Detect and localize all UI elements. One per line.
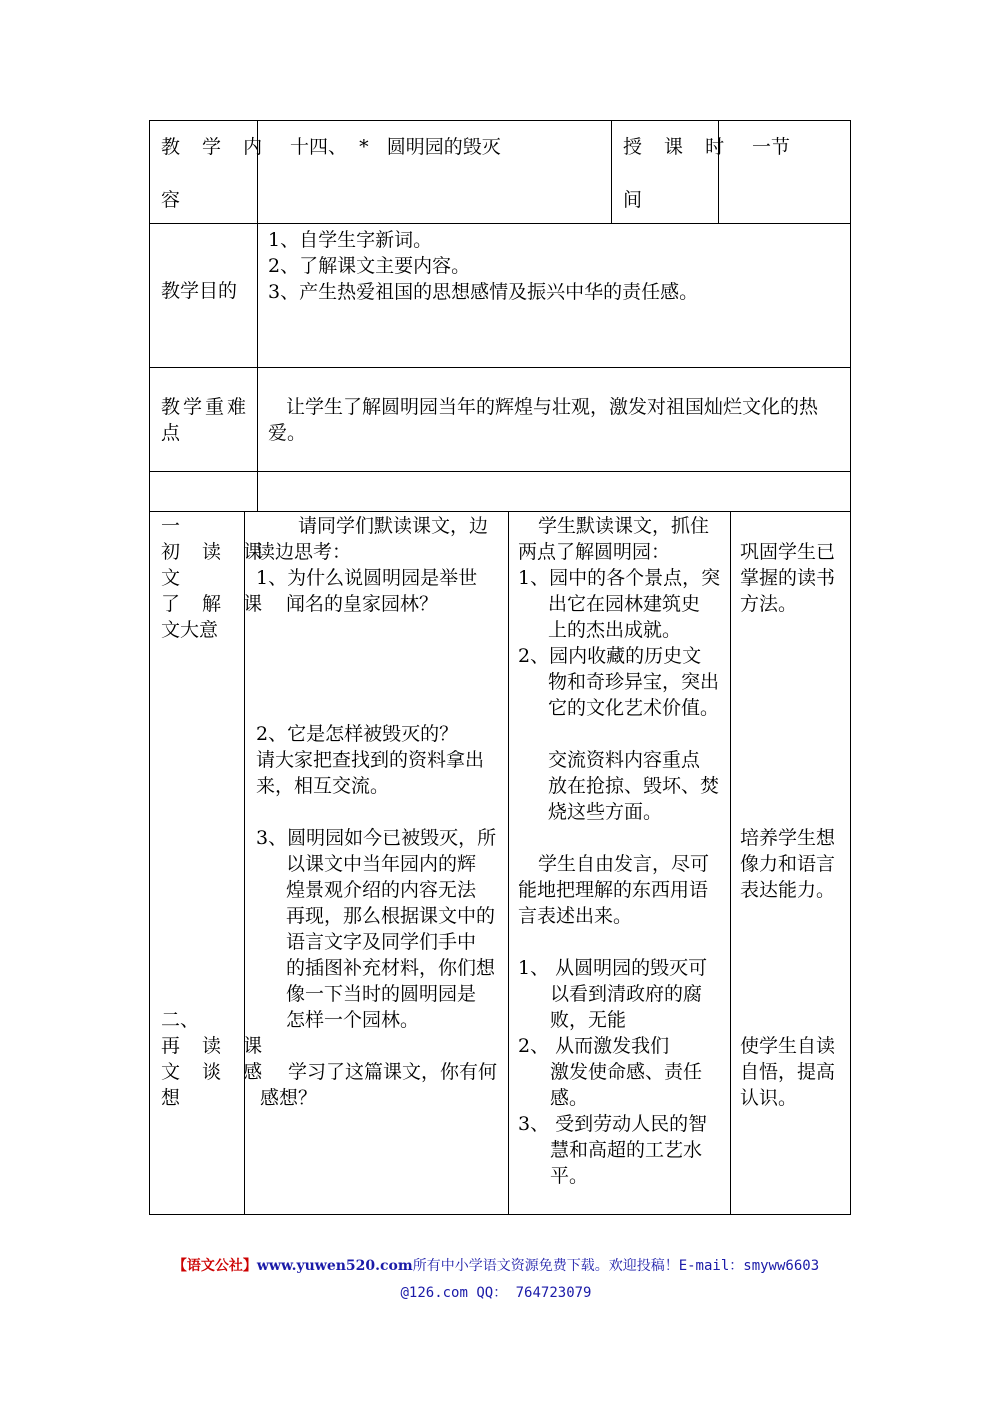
student-text: 败，无能 [550, 1009, 627, 1031]
teacher-text: 煌景观介绍的内容无法 [286, 879, 477, 901]
purpose-text: 自悟，提高 [740, 1061, 836, 1083]
teacher-text: 请同学们默读课文，边 [298, 515, 489, 537]
lesson-title: 十四、 * 圆明园的毁灭 [290, 136, 501, 158]
step-one-title: 文 [161, 567, 181, 589]
student-text: 1、园中的各个景点，突 [518, 567, 721, 589]
student-text: 它的文化艺术价值。 [548, 697, 720, 719]
student-text: 烧这些方面。 [548, 801, 663, 823]
teacher-text: 读边思考： [256, 541, 352, 563]
student-text: 两点了解圆明园： [518, 541, 671, 563]
purpose-text: 培养学生想 [740, 827, 836, 849]
step-two-title: 文 谈 感 [161, 1061, 271, 1083]
row-divider [149, 223, 851, 224]
objective-item: 2、了解课文主要内容。 [268, 255, 471, 277]
student-text: 能地把理解的东西用语 [518, 879, 709, 901]
footer-link[interactable]: www.yuwen520.com [256, 1258, 413, 1274]
footer-text: 所有中小学语文资源免费下载。欢迎投稿！E-mail：smyww6603 [412, 1258, 820, 1274]
student-text: 言表述出来。 [518, 905, 633, 927]
teacher-text: 1、为什么说圆明园是举世 [256, 567, 478, 589]
label-class-time: 间 [623, 189, 643, 211]
teacher-text: 再现，那么根据课文中的 [286, 905, 496, 927]
row-divider [149, 471, 851, 472]
teacher-text: 来，相互交流。 [256, 775, 390, 797]
student-text: 物和奇珍异宝，突出 [548, 671, 720, 693]
class-time-value: 一节 [752, 136, 791, 158]
student-text: 学生默读课文，抓住 [538, 515, 710, 537]
teacher-text: 以课文中当年园内的辉 [286, 853, 477, 875]
student-text: 上的杰出成就。 [548, 619, 682, 641]
teacher-text: 的插图补充材料，你们想 [286, 957, 496, 979]
label-key-points: 点 [161, 422, 181, 444]
footer-line [0, 1255, 992, 1275]
footer-contact: @126.com QQ： 764723079 [400, 1285, 592, 1301]
col-divider [508, 511, 509, 1215]
key-points-text: 爱。 [268, 422, 307, 444]
purpose-text: 掌握的读书 [740, 567, 836, 589]
student-text: 交流资料内容重点 [548, 749, 701, 771]
purpose-text: 巩固学生已 [740, 541, 836, 563]
teacher-text: 2、它是怎样被毁灭的？ [256, 723, 459, 745]
student-text: 学生自由发言，尽可 [538, 853, 710, 875]
step-one-title: 文大意 [161, 619, 219, 641]
row-divider [149, 367, 851, 368]
label-class-time: 授 课 时 [623, 136, 733, 158]
teacher-text: 3、圆明园如今已被毁灭，所 [256, 827, 497, 849]
teacher-text: 闻名的皇家园林？ [286, 593, 439, 615]
step-one-title: 了 解 课 [161, 593, 271, 615]
footer-brand: 【语文公社】 [172, 1258, 257, 1274]
row-divider [149, 511, 851, 512]
purpose-text: 使学生自读 [740, 1035, 836, 1057]
teacher-text: 怎样一个园林。 [286, 1009, 420, 1031]
objective-item: 1、自学生字新词。 [268, 229, 433, 251]
step-two-title: 二、 [161, 1009, 200, 1031]
student-text: 感。 [550, 1087, 589, 1109]
label-teaching-content: 教 学 内 [161, 136, 271, 158]
purpose-text: 表达能力。 [740, 879, 836, 901]
student-text: 出它在园林建筑史 [548, 593, 701, 615]
student-text: 2、园内收藏的历史文 [518, 645, 702, 667]
teacher-text: 请大家把查找到的资料拿出 [256, 749, 485, 771]
student-text: 1、 从圆明园的毁灭可 [518, 957, 708, 979]
student-text: 放在抢掠、毁坏、焚 [548, 775, 720, 797]
col-divider [257, 120, 258, 512]
step-one-title: 一 [161, 515, 181, 537]
student-text: 2、 从而激发我们 [518, 1035, 670, 1057]
teacher-text: 像一下当时的圆明园是 [286, 983, 477, 1005]
purpose-text: 认识。 [740, 1087, 798, 1109]
student-text: 激发使命感、责任 [550, 1061, 703, 1083]
teacher-text: 学习了这篇课文，你有何 [288, 1061, 498, 1083]
step-two-title: 再 读 课 [161, 1035, 271, 1057]
purpose-text: 像力和语言 [740, 853, 836, 875]
student-text: 慧和高超的工艺水 [550, 1139, 703, 1161]
purpose-text: 方法。 [740, 593, 798, 615]
step-two-title: 想 [161, 1087, 181, 1109]
label-objectives: 教学目的 [161, 280, 238, 302]
step-one-title: 初 读 课 [161, 541, 271, 563]
objective-item: 3、产生热爱祖国的思想感情及振兴中华的责任感。 [268, 281, 699, 303]
student-text: 以看到清政府的腐 [550, 983, 703, 1005]
student-text: 平。 [550, 1165, 589, 1187]
key-points-text: 让学生了解圆明园当年的辉煌与壮观，激发对祖国灿烂文化的热 [286, 396, 819, 418]
label-teaching-content: 容 [161, 189, 181, 211]
student-text: 3、 受到劳动人民的智 [518, 1113, 708, 1135]
teacher-text: 感想？ [260, 1087, 318, 1109]
col-divider [730, 511, 731, 1215]
label-key-points: 教学重难 [161, 396, 250, 418]
teacher-text: 语言文字及同学们手中 [286, 931, 477, 953]
col-divider [611, 120, 612, 224]
